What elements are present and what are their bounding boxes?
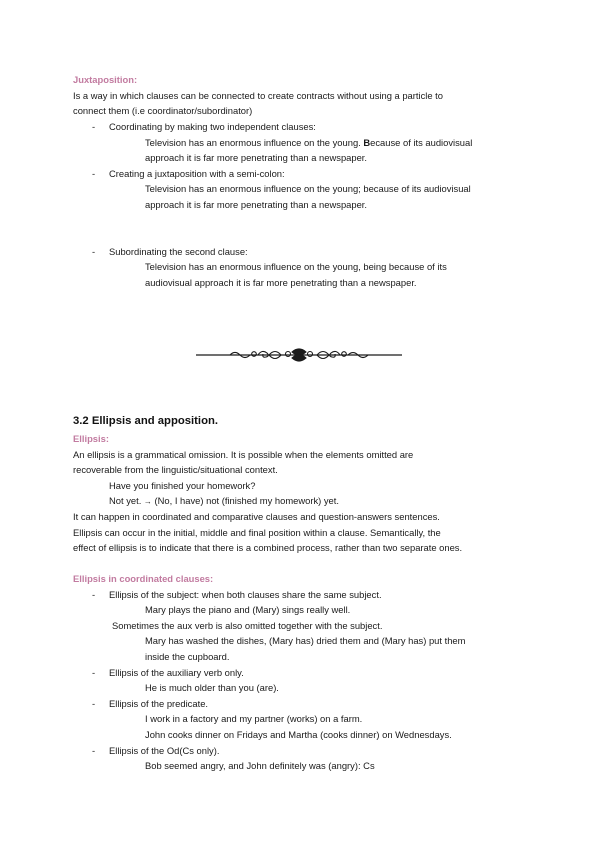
example-subject: Mary plays the piano and (Mary) sings really well.	[145, 604, 351, 615]
bullet-label-semicolon: Creating a juxtaposition with a semi-colon:	[109, 168, 285, 179]
ellipsis-paragraph-line-3: effect of ellipsis is to indicate that there is a combined process, rather than two separate ones.	[73, 542, 463, 553]
ellipsis-example-answer: Not yet. → (No, I have) not (finished my homework) yet.	[109, 495, 339, 506]
ellipsis-paragraph-line-1: It can happen in coordinated and comparative clauses and question-answers sentences.	[73, 511, 440, 522]
example-semicolon-line-2: approach it is far more penetrating than a newspaper.	[145, 199, 368, 210]
example-semicolon-line-1: Television has an enormous influence on the young; because of its audiovisual	[145, 183, 471, 194]
bullet-label-auxiliary: Ellipsis of the auxiliary verb only.	[109, 667, 244, 678]
bullet-dash: -	[92, 246, 96, 257]
bullet-label-coordinating: Coordinating by making two independent clauses:	[109, 121, 316, 132]
ellipsis-intro-line-1: An ellipsis is a grammatical omission. It is possible when the elements omitted are	[73, 449, 414, 460]
ellipsis-paragraph-line-2: Ellipsis can occur in the initial, middle and final position within a clause. Semantically, the	[73, 527, 441, 538]
example-od: Bob seemed angry, and John definitely was (angry): Cs	[145, 760, 375, 771]
bullet-label-predicate: Ellipsis of the predicate.	[109, 698, 209, 709]
juxtaposition-intro-line-2: connect them (i.e coordinator/subordinator)	[73, 105, 253, 116]
example-predicate-line-2: John cooks dinner on Fridays and Martha (cooks dinner) on Wednesdays.	[145, 729, 452, 740]
bullet-dash: -	[92, 589, 96, 600]
juxtaposition-intro-line-1: Is a way in which clauses can be connected to create contracts without using a particle to	[73, 90, 443, 101]
coordinated-heading: Ellipsis in coordinated clauses:	[73, 573, 214, 584]
bullet-label-subject: Ellipsis of the subject: when both clauses share the same subject.	[109, 589, 382, 600]
example-aux-omitted-line-1: Mary has washed the dishes, (Mary has) dried them and (Mary has) put them	[145, 635, 466, 646]
example-predicate-line-1: I work in a factory and my partner (works) on a farm.	[145, 713, 363, 724]
bullet-dash: -	[92, 698, 96, 709]
example-subordinating-line-1: Television has an enormous influence on the young, being because of its	[145, 261, 447, 272]
example-subordinating-line-2: audiovisual approach it is far more penetrating than a newspaper.	[145, 277, 417, 288]
arrow-right-icon: →	[143, 497, 152, 506]
section-title: 3.2 Ellipsis and apposition.	[73, 415, 219, 427]
note-aux-omitted: Sometimes the aux verb is also omitted together with the subject.	[112, 620, 383, 631]
ellipsis-example-question: Have you finished your homework?	[109, 480, 256, 491]
example-coordinating-line-2: approach it is far more penetrating than a newspaper.	[145, 152, 368, 163]
example-aux-omitted-line-2: inside the cupboard.	[145, 651, 230, 662]
example-coordinating-line-1: Television has an enormous influence on the young. Because of its audiovisual	[145, 137, 473, 148]
example-auxiliary: He is much older than you (are).	[145, 682, 279, 693]
bullet-dash: -	[92, 121, 96, 132]
bullet-label-od: Ellipsis of the Od(Cs only).	[109, 745, 220, 756]
bullet-dash: -	[92, 168, 96, 179]
ornamental-divider-icon	[196, 346, 402, 364]
bullet-dash: -	[92, 745, 96, 756]
bullet-label-subordinating: Subordinating the second clause:	[109, 246, 248, 257]
bullet-dash: -	[92, 667, 96, 678]
ellipsis-heading: Ellipsis:	[73, 433, 109, 444]
ellipsis-intro-line-2: recoverable from the linguistic/situational context.	[73, 464, 278, 475]
juxtaposition-heading: Juxtaposition:	[73, 74, 138, 85]
